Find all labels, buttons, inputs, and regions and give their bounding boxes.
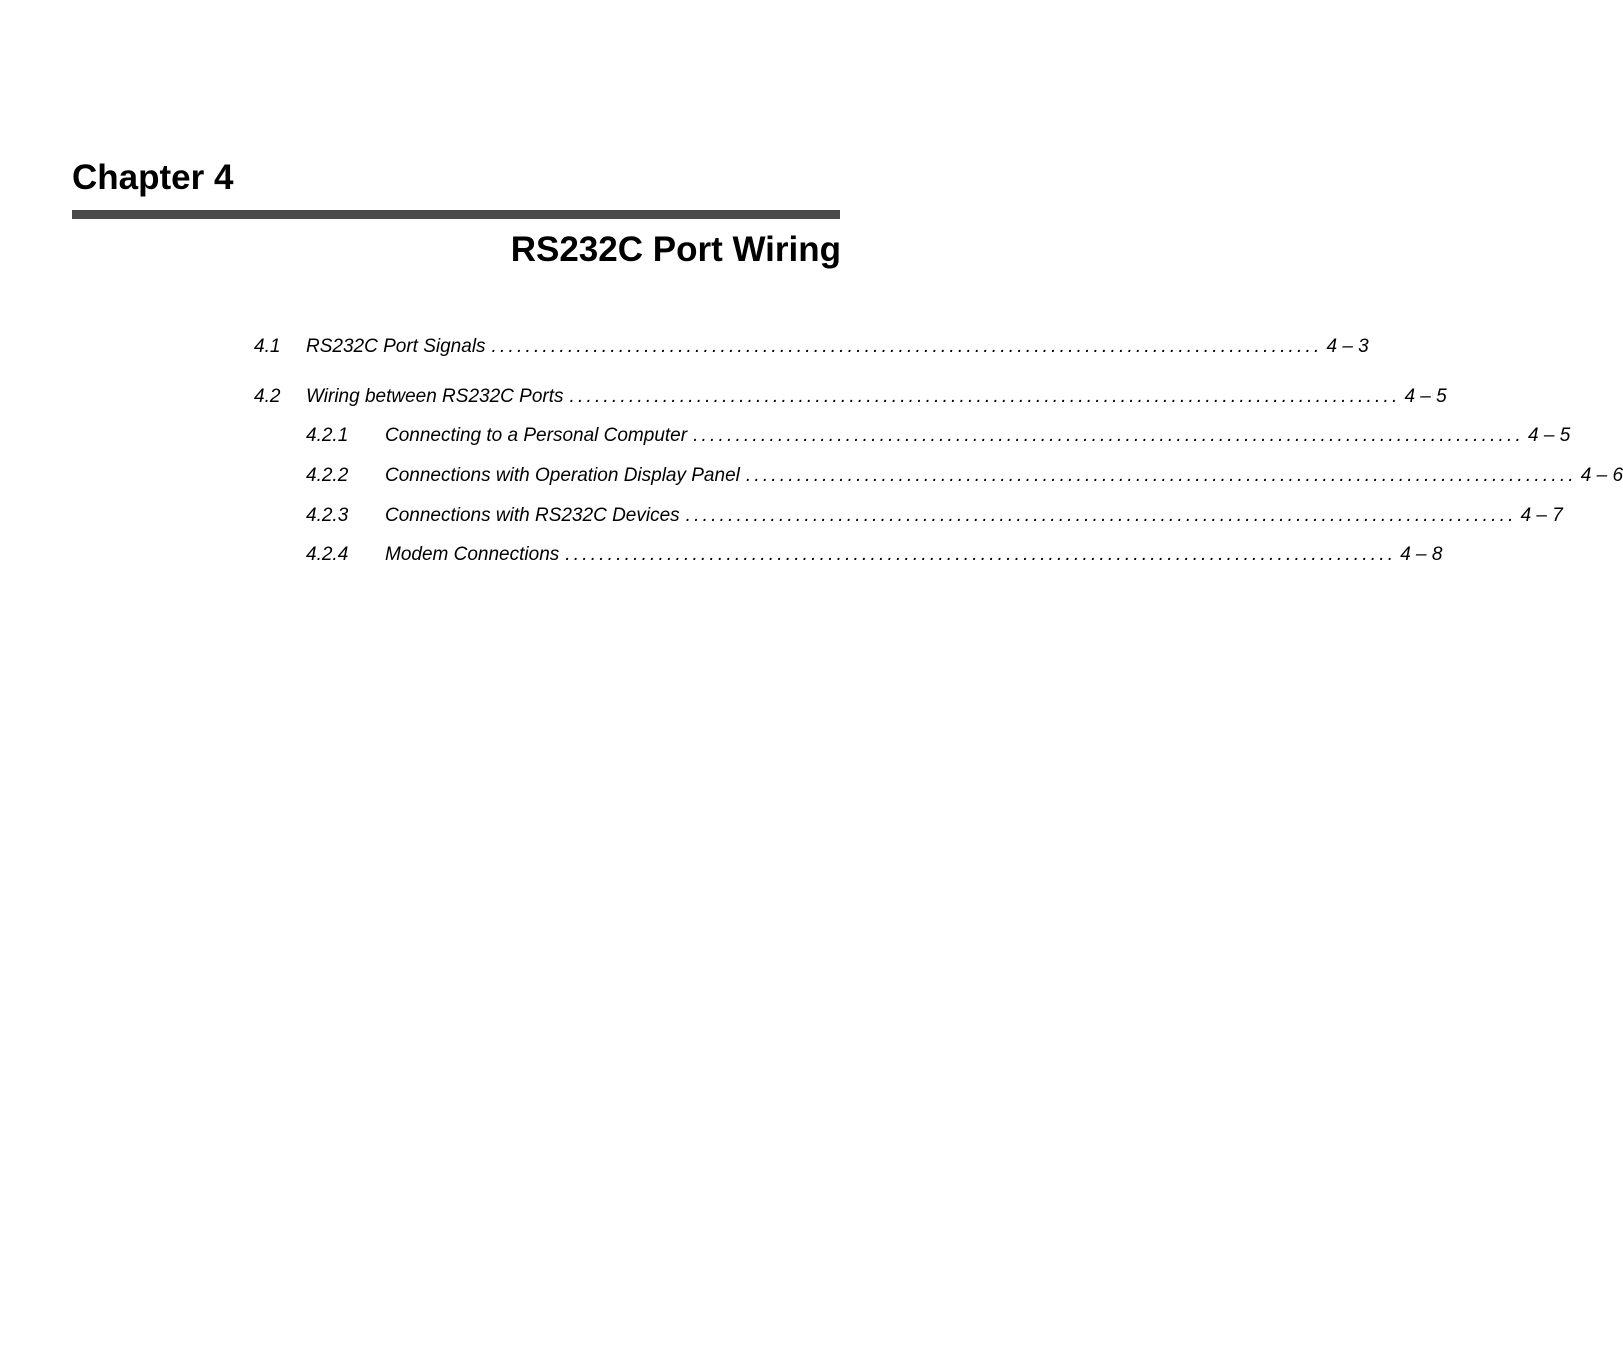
toc-entry-title: Modem Connections: [385, 544, 560, 565]
toc-entry-title: Connections with RS232C Devices: [385, 505, 680, 526]
toc-entry-4-2[interactable]: [254, 384, 1447, 410]
toc-entry-4-2-3[interactable]: [306, 503, 1563, 529]
toc-dot-leader: ..................................................................................................: [693, 425, 1524, 446]
toc-entry-4-2-1[interactable]: [306, 423, 1571, 449]
toc-entry-number: 4.2: [254, 386, 281, 407]
toc-entry-title: Connecting to a Personal Computer: [385, 425, 688, 446]
toc-entry-number: 4.1: [254, 336, 281, 357]
toc-entry-page: 4 – 8: [1400, 544, 1443, 565]
toc-dot-leader: ..................................................................................................: [565, 544, 1397, 565]
chapter-title: RS232C Port Wiring: [510, 230, 841, 269]
chapter-label: Chapter 4: [72, 158, 234, 197]
toc-entry-number: 4.2.4: [306, 544, 349, 565]
toc-entry-page: 4 – 6: [1580, 465, 1623, 486]
toc-dot-leader: ..................................................................................................: [685, 505, 1517, 526]
toc-entry-title: RS232C Port Signals: [306, 336, 486, 357]
toc-entry-4-1[interactable]: [254, 334, 1369, 360]
toc-entry-page: 4 – 7: [1520, 505, 1563, 526]
toc-dot-leader: ..................................................................................................: [491, 336, 1323, 357]
toc-entry-page: 4 – 5: [1528, 425, 1571, 446]
toc-entry-4-2-2[interactable]: [306, 463, 1623, 489]
toc-entry-4-2-4[interactable]: [306, 542, 1443, 568]
toc-entry-number: 4.2.1: [306, 425, 349, 446]
toc-entry-page: 4 – 5: [1404, 386, 1447, 407]
toc-dot-leader: ..................................................................................................: [569, 386, 1401, 407]
toc-entry-number: 4.2.2: [306, 465, 349, 486]
toc-entry-number: 4.2.3: [306, 505, 349, 526]
toc-entry-title: Connections with Operation Display Panel: [385, 465, 740, 486]
toc-entry-title: Wiring between RS232C Ports: [306, 386, 564, 407]
toc-entry-page: 4 – 3: [1326, 336, 1369, 357]
toc-dot-leader: ..................................................................................................: [745, 465, 1577, 486]
